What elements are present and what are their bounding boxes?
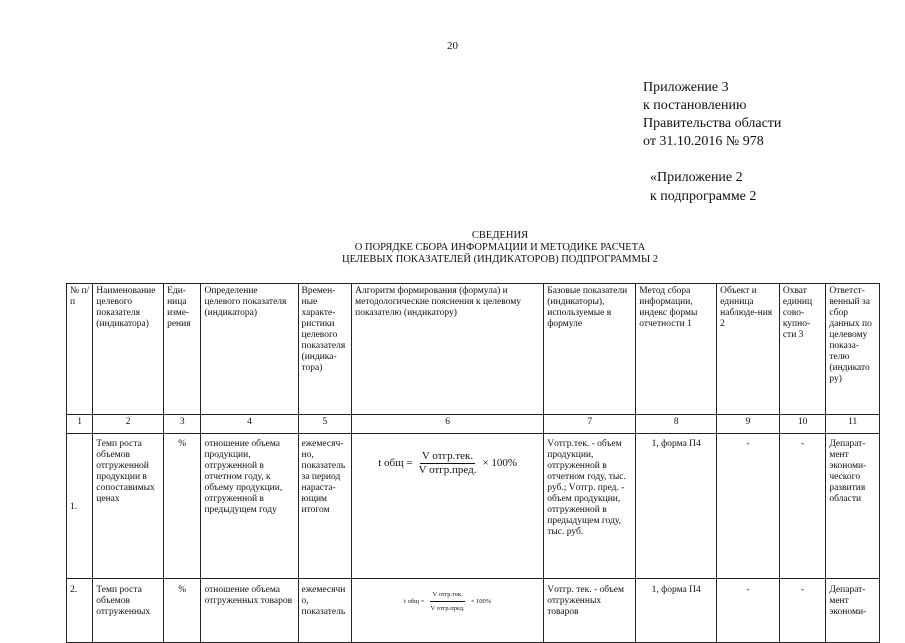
header-cell: Алгоритм формирования (формула) и методологические пояснения к целевому показателю (индикатору): [352, 284, 544, 415]
header-cell: Ответст-венный за сбор данных по целевому показа-телю (индикато ру): [826, 284, 880, 415]
header-cell: Охват единиц сово-купно-сти 3: [779, 284, 826, 415]
indicators-table: [66, 283, 880, 643]
formula-cell: [352, 434, 544, 579]
unit-cell: %: [164, 434, 201, 579]
unit-cell: %: [164, 579, 201, 643]
base-indicators-cell: Vотгр.тек. - объем продукции, отгруженной в отчетном году, тыс. руб.; Vотгр. пред. - объем продукции, отгруженной в предыдущем году, тыс. руб.: [544, 434, 636, 579]
formula-denominator: V отгр.пред.: [418, 464, 477, 476]
formula-rhs: × 100%: [482, 457, 518, 469]
formula-denominator: V отгр.пред.: [430, 605, 465, 612]
formula-numerator: V отгр.тек.: [421, 450, 474, 462]
time-cell: ежемесячн о, показатель: [298, 579, 352, 643]
formula-lhs: t общ =: [404, 598, 425, 605]
formula: [355, 589, 540, 614]
appendix-block-2: [650, 168, 756, 206]
appendix-line: «Приложение 2: [650, 170, 743, 185]
appendix-line: Правительства области: [643, 116, 782, 131]
coverage-cell: -: [779, 434, 826, 579]
header-cell: Определение целевого показателя (индикатора): [201, 284, 298, 415]
column-number: 4: [201, 415, 298, 434]
object-cell: -: [717, 579, 780, 643]
formula: [355, 451, 540, 476]
header-cell: Объект и единица наблюде-ния 2: [717, 284, 780, 415]
heading-line: СВЕДЕНИЯ: [471, 230, 529, 241]
formula-rhs: × 100%: [470, 598, 492, 605]
column-number: 7: [544, 415, 636, 434]
appendix-line: к подпрограмме 2: [650, 189, 757, 204]
method-cell: 1, форма П4: [636, 434, 717, 579]
base-indicators-cell: Vотгр. тек. - объем отгруженных товаров: [544, 579, 636, 643]
formula-fraction: [428, 589, 466, 614]
column-number: 6: [352, 415, 544, 434]
indicator-name: Темп роста объемов отгруженной продукции в сопоставимых ценах: [93, 434, 164, 579]
formula-numerator: V отгр.тек.: [430, 589, 464, 602]
column-number: 10: [779, 415, 826, 434]
definition-cell: отношение объема отгруженных товаров: [201, 579, 298, 643]
header-cell: Еди-ница изме-рения: [164, 284, 201, 415]
page-number: 20: [447, 40, 458, 52]
column-number: 11: [826, 415, 880, 434]
definition-cell: отношение объема продукции, отгруженной в отчетном году, к объему продукции, отгруженной в предыдущем году: [201, 434, 298, 579]
table-row: [67, 579, 880, 643]
appendix-block: [643, 79, 781, 151]
column-number: 1: [67, 415, 93, 434]
appendix-line: Приложение 3: [643, 80, 729, 95]
column-number-row: [67, 415, 880, 434]
row-number: 2.: [67, 579, 93, 643]
column-number: 5: [298, 415, 352, 434]
formula-lhs: t общ =: [378, 457, 413, 469]
coverage-cell: -: [779, 579, 826, 643]
responsible-cell: Депарат-мент экономи-: [826, 579, 880, 643]
responsible-cell: Депарат-мент экономи-ческого развития области: [826, 434, 880, 579]
formula-cell: [352, 579, 544, 643]
method-cell: 1, форма П4: [636, 579, 717, 643]
column-number: 8: [636, 415, 717, 434]
object-cell: -: [717, 434, 780, 579]
formula-fraction: [417, 451, 479, 476]
heading-line: ЦЕЛЕВЫХ ПОКАЗАТЕЛЕЙ (ИНДИКАТОРОВ) ПОДПРОГРАММЫ 2: [342, 254, 658, 265]
appendix-line: к постановлению: [643, 98, 747, 113]
appendix-line: от 31.10.2016 № 978: [643, 134, 764, 149]
header-cell: № п/п: [67, 284, 93, 415]
heading-line: О ПОРЯДКЕ СБОРА ИНФОРМАЦИИ И МЕТОДИКЕ РАСЧЕТА: [354, 242, 646, 253]
row-number: 1.: [67, 434, 93, 579]
column-number: 9: [717, 415, 780, 434]
table-header-row: [67, 284, 880, 415]
header-cell: Времен-ные характе-ристики целевого показателя (индика-тора): [298, 284, 352, 415]
table-row: [67, 434, 880, 579]
indicator-name: Темп роста объемов отгруженных: [93, 579, 164, 643]
header-cell: Наименование целевого показателя (индикатора): [93, 284, 164, 415]
header-cell: Базовые показатели (индикаторы), используемые в формуле: [544, 284, 636, 415]
time-cell: ежемесяч-но, показатель за период нараста-ющим итогом: [298, 434, 352, 579]
header-cell: Метод сбора информации, индекс формы отчетности 1: [636, 284, 717, 415]
column-number: 2: [93, 415, 164, 434]
column-number: 3: [164, 415, 201, 434]
document-heading: [260, 230, 740, 266]
